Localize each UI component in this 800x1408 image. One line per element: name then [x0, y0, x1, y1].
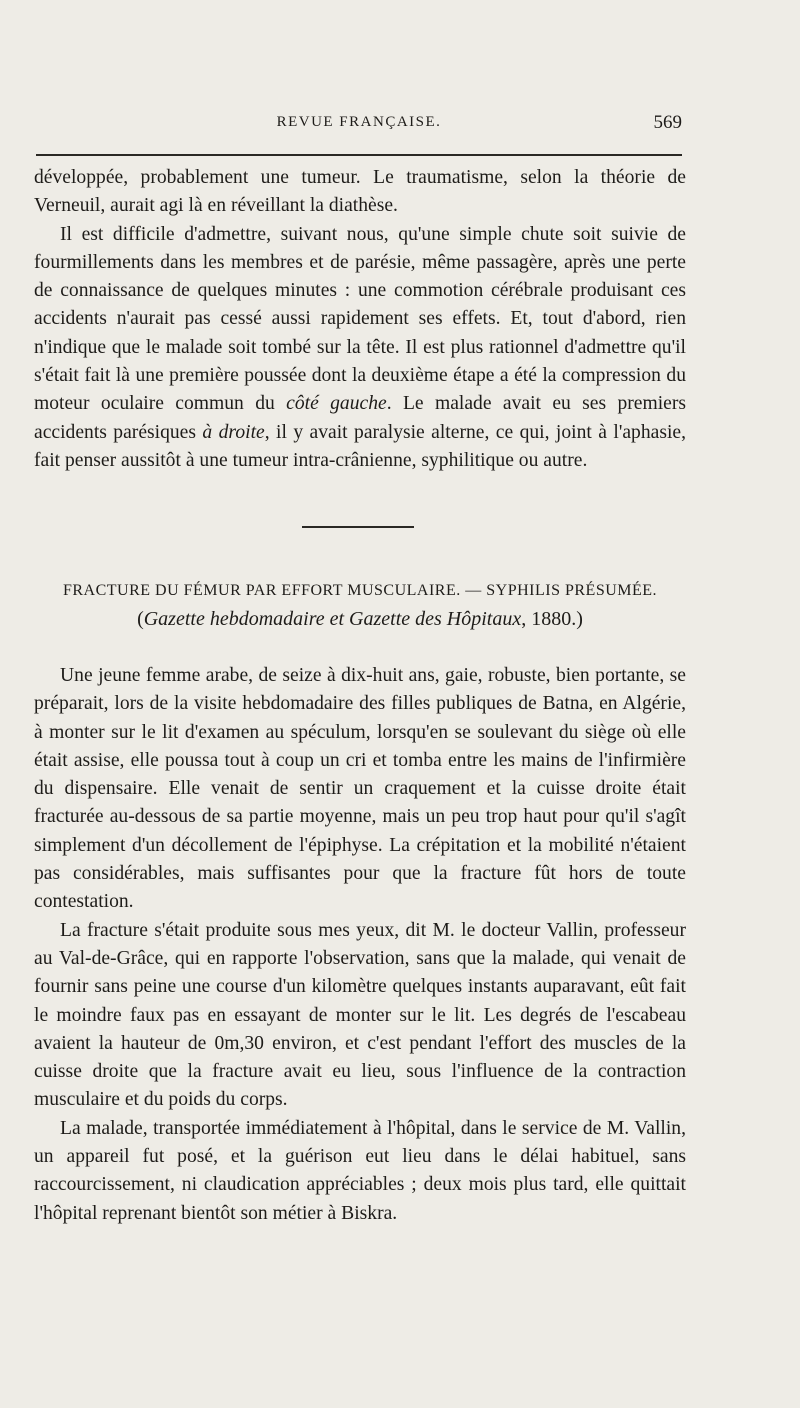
top-section [34, 164, 686, 475]
page-number: 569 [653, 112, 682, 133]
paragraph: La malade, transportée immédiatement à l'hôpital, dans le service de M. Vallin, un appareil fut posé, et la guérison eut lieu dans le délai habituel, sans raccourcissement, ni claudication appréciables ; deux mois plus tard, elle quittait l'hôpital reprenant bientôt son métier à Biskra. [34, 1117, 686, 1224]
section-separator [302, 526, 414, 528]
paragraph: Il est difficile d'admettre, suivant nous, qu'une simple chute soit suivie de fourmillements dans les membres et de parésie, même passagère, après une perte de connaissance de quelques minutes : une commotion cérébrale produisant ces accidents n'aurait pas cessé aussi rapidement ses effets. Et, tout d'abord, rien n'indique que le malade soit tombé sur la tête. Il est plus rationnel d'admettre qu'il s'était fait là une première poussée dont la deuxième étape a été la compression du moteur oculaire commun du côté gauche. Le malade avait eu ses premiers accidents parésiques à droite, il y avait paralysie alterne, ce qui, joint à l'aphasie, fait penser aussitôt à une tumeur intra-crânienne, syphilitique ou autre. [34, 223, 687, 471]
paragraph: Une jeune femme arabe, de seize à dix-huit ans, gaie, robuste, bien portante, se préparait, lors de la visite hebdomadaire des filles publiques de Batna, en Algérie, à monter sur le lit d'examen au spéculum, lorsqu'en se soulevant du siège où elle était assise, elle poussa tout à coup un cri et tomba entre les mains de l'infirmière du dispensaire. Elle venait de sentir un craquement et la cuisse droite était fracturée au-dessous de sa partie moyenne, mais un peu trop haut pour qu'il s'agît simplement d'un décollement de l'épiphyse. La crépitation et la mobilité n'étaient pas considérables, mais suffisantes pour que la fracture fût hors de toute contestation. [34, 665, 686, 913]
italic-phrase: côté gauche [286, 393, 387, 415]
article-body [34, 662, 686, 1228]
header-rule [36, 154, 682, 156]
article-source: (Gazette hebdomadaire et Gazette des Hôpitaux, 1880.) [137, 608, 583, 630]
paragraph: développée, probablement une tumeur. Le traumatisme, selon la théorie de Verneuil, aurait agi là en réveillant la diathèse. [34, 167, 686, 217]
italic-phrase: à droite [202, 421, 265, 443]
running-header [36, 114, 682, 138]
article-title: FRACTURE DU FÉMUR PAR EFFORT MUSCULAIRE. — SYPHILIS PRÉSUMÉE. [62, 582, 658, 599]
running-title: REVUE FRANÇAISE. [276, 114, 442, 130]
paragraph: La fracture s'était produite sous mes yeux, dit M. le docteur Vallin, professeur au Val-de-Grâce, qui en rapporte l'observation, sans que la malade, qui venait de fournir sans peine une course d'un kilomètre quelques instants auparavant, eût fait le moindre faux pas en essayant de monter sur le lit. Les degrés de l'escabeau avaient la hauteur de 0m,30 environ, et c'est pendant l'effort des muscles de la cuisse droite que la fracture avait eu lieu, sous l'influence de la contraction musculaire et du poids du corps. [34, 919, 686, 1111]
